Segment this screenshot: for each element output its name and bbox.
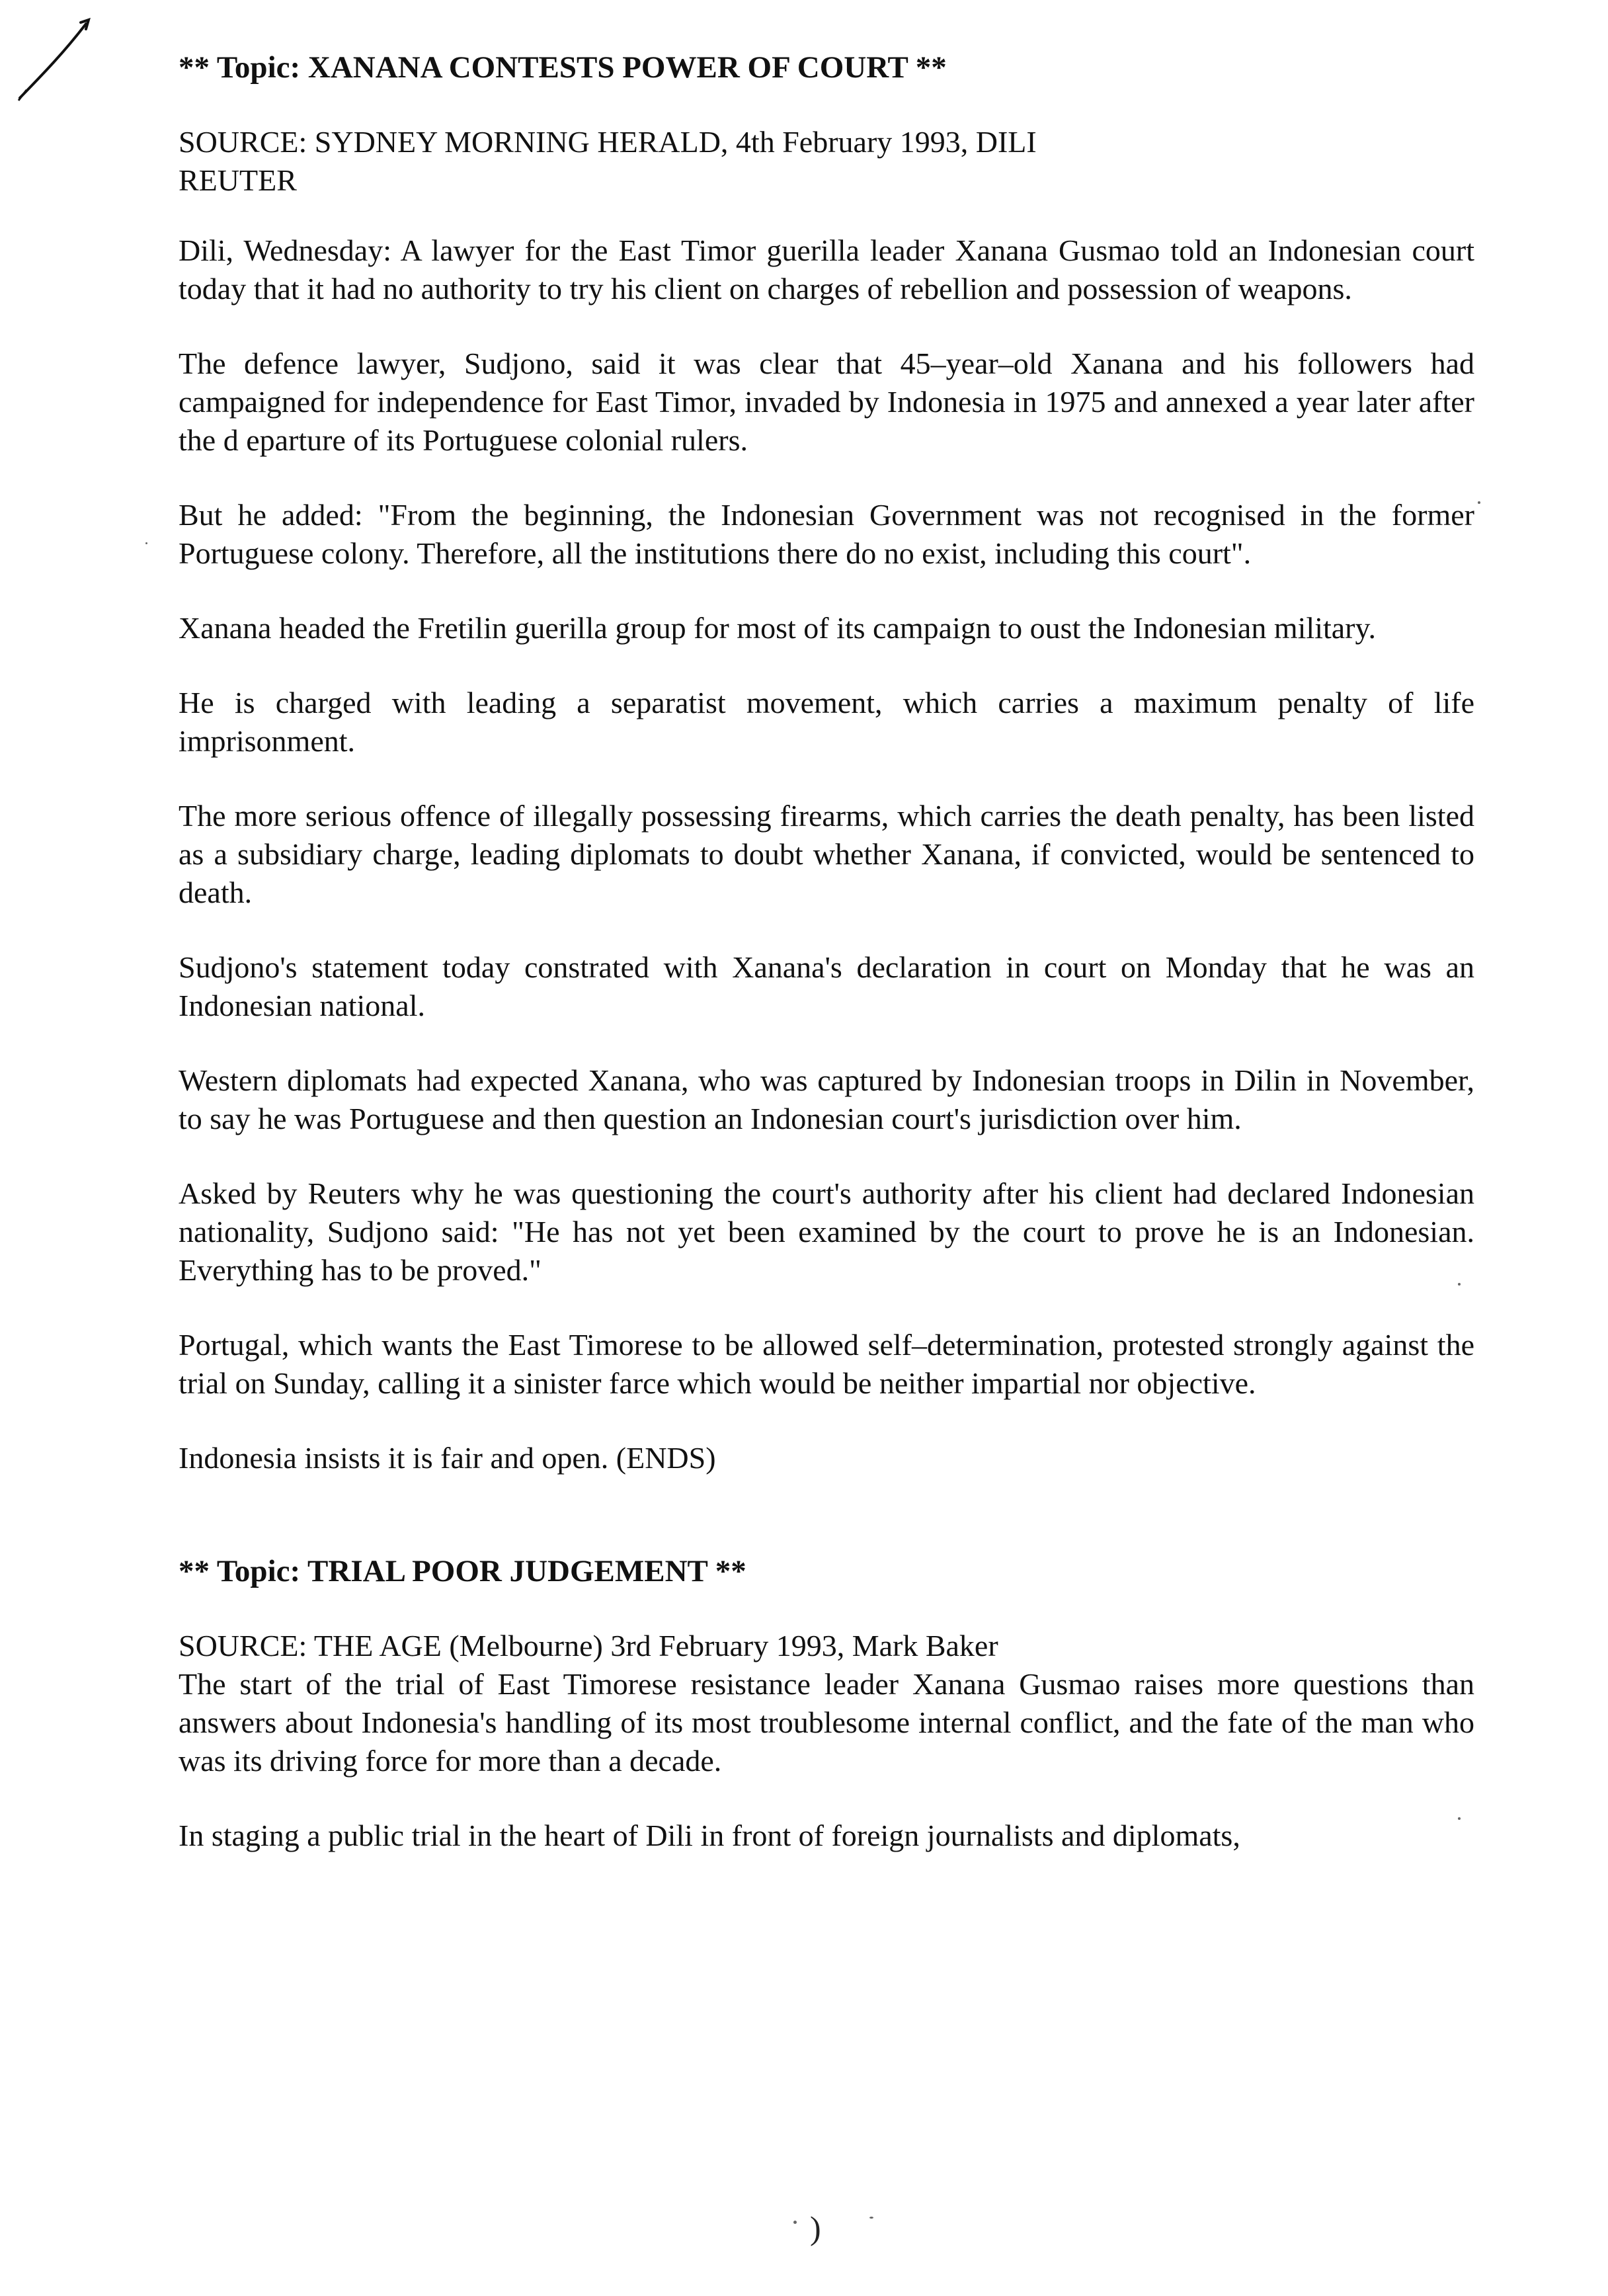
paragraph: Xanana headed the Fretilin guerilla group for most of its campaign to oust the Indonesian military. xyxy=(179,611,1377,645)
scan-speck xyxy=(1458,1283,1461,1286)
scan-speck xyxy=(1478,501,1480,504)
page-number: ) xyxy=(810,2209,821,2246)
paragraph-ends: Indonesia insists it is fair and open. (ENDS) xyxy=(179,1441,716,1475)
paragraph: The start of the trial of East Timorese resistance leader Xanana Gusmao raises more questions than answers about Indonesia's handling of its most troublesome internal conflict, and the fate of the man who was its driving force for more than a decade. xyxy=(179,1667,1474,1778)
paragraph: Dili, Wednesday: A lawyer for the East Timor guerilla leader Xanana Gusmao told an Indonesian court today that it had no authority to try his client on charges of rebellion and possession of weapons. xyxy=(179,233,1474,306)
source-agency: REUTER xyxy=(179,163,297,197)
pen-stroke-mark xyxy=(12,16,91,102)
topic-heading: ** Topic: XANANA CONTESTS POWER OF COURT ** xyxy=(179,50,947,85)
topic-heading: ** Topic: TRIAL POOR JUDGEMENT ** xyxy=(179,1554,746,1588)
article-xanana-contests xyxy=(179,46,1474,1477)
paragraph: But he added: "From the beginning, the Indonesian Government was not recognised in the former Portuguese colony. Therefore, all the institutions there do no exist, including this court". xyxy=(179,498,1474,570)
source-line: SOURCE: SYDNEY MORNING HERALD, 4th February 1993, DILI xyxy=(179,125,1037,159)
article-trial-poor-judgement xyxy=(179,1550,1474,1855)
paragraph: In staging a public trial in the heart of Dili in front of foreign journalists and diplomats, xyxy=(179,1819,1240,1852)
scan-speck xyxy=(793,2221,797,2224)
scan-speck xyxy=(145,542,147,544)
scan-speck xyxy=(869,2217,873,2219)
paragraph: Western diplomats had expected Xanana, who was captured by Indonesian troops in Dilin in November, to say he was Portuguese and then question an Indonesian court's jurisdiction over him. xyxy=(179,1063,1474,1135)
paragraph: Sudjono's statement today constrated with Xanana's declaration in court on Monday that he was an Indonesian national. xyxy=(179,950,1474,1022)
paragraph: He is charged with leading a separatist movement, which carries a maximum penalty of life imprisonment. xyxy=(179,686,1474,758)
paragraph: Asked by Reuters why he was questioning the court's authority after his client had declared Indonesian nationality, Sudjono said: "He has not yet been examined by the court to prove he is an Indonesian. Everything has to be proved." xyxy=(179,1176,1474,1287)
paragraph: The more serious offence of illegally possessing firearms, which carries the death penalty, has been listed as a subsidiary charge, leading diplomats to doubt whether Xanana, if convicted, would be sentenced to death. xyxy=(179,799,1474,909)
source-line: SOURCE: THE AGE (Melbourne) 3rd February 1993, Mark Baker xyxy=(179,1629,998,1662)
document-page xyxy=(179,46,1474,1891)
scan-speck xyxy=(1458,1817,1461,1820)
paragraph: Portugal, which wants the East Timorese to be allowed self–determination, protested strongly against the trial on Sunday, calling it a sinister farce which would be neither impartial nor objective. xyxy=(179,1328,1474,1400)
paragraph: The defence lawyer, Sudjono, said it was clear that 45–year–old Xanana and his followers had campaigned for independence for East Timor, invaded by Indonesia in 1975 and annexed a year later after the d eparture of its Portuguese colonial rulers. xyxy=(179,347,1474,457)
